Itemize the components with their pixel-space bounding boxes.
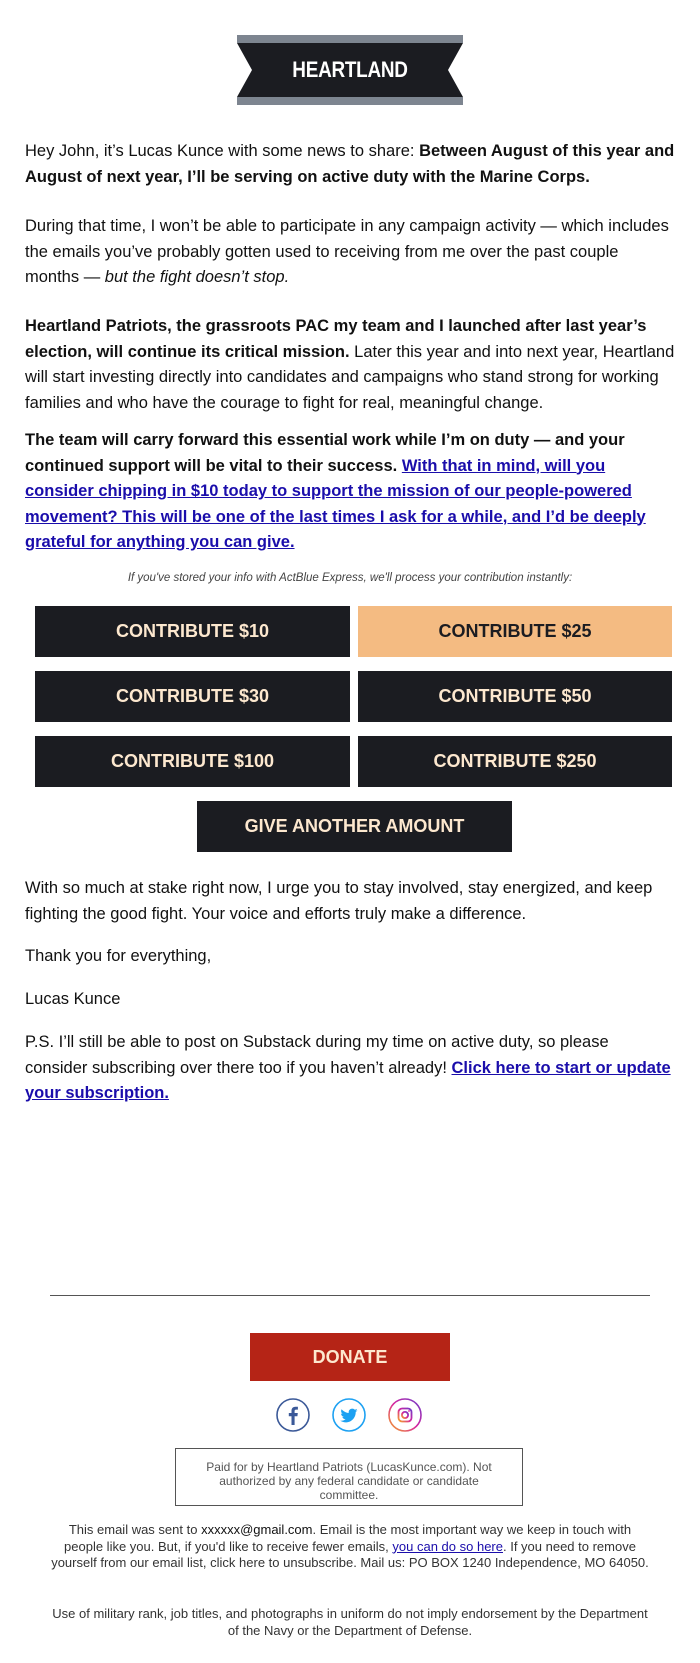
- involved-paragraph: [25, 876, 675, 927]
- paid-for-text: Paid for by Heartland Patriots (LucasKunce.com). Not authorized by any federal candidate or candidate committee.: [206, 1460, 492, 1502]
- contribute-10-button[interactable]: CONTRIBUTE $10: [35, 606, 350, 657]
- intro-bold: Between August of this year and August of next year, I’ll be serving on active duty with the Marine Corps.: [25, 142, 675, 186]
- instagram-icon[interactable]: [388, 1398, 422, 1432]
- duty-text: During that time, I won’t be able to participate in any campaign activity — which includes the emails you’ve probably gotten used to receiving from me over the past couple months —: [25, 217, 669, 286]
- footer-email-notice: [50, 1522, 650, 1572]
- ask-bold: The team will carry forward this essential work while I’m on duty — and your continued support will be vital to their success.: [25, 431, 625, 475]
- facebook-icon[interactable]: [276, 1398, 310, 1432]
- give-another-amount-button[interactable]: GIVE ANOTHER AMOUNT: [197, 801, 512, 852]
- intro-paragraph: [25, 139, 675, 190]
- ps-text: P.S. I’ll still be able to post on Substack during my time on active duty, so please consider subscribing over there too if you haven’t already!: [25, 1033, 609, 1077]
- fewer-emails-link[interactable]: you can do so here: [392, 1538, 503, 1554]
- heartland-patriots-logo: [237, 35, 463, 136]
- contribute-50-button[interactable]: CONTRIBUTE $50: [358, 671, 672, 722]
- logo-text: HEARTLAND PATRIOTS: [292, 57, 408, 136]
- mission-bold: Heartland Patriots, the grassroots PAC my team and I launched after last year’s election, will continue its critical mission.: [25, 317, 647, 361]
- chip-in-link[interactable]: With that in mind, will you consider chipping in $10 today to support the mission of our people-powered movement? This will be one of the last times I ask for a while, and I’d be deeply grateful for anything you can give.: [25, 456, 646, 551]
- footer-divider: [50, 1295, 650, 1296]
- logo-stripe-bottom: [237, 97, 463, 105]
- contribute-30-button[interactable]: CONTRIBUTE $30: [35, 671, 350, 722]
- logo-band: [237, 43, 463, 136]
- involved-text: With so much at stake right now, I urge you to stay involved, stay energized, and keep fighting the good fight. Your voice and efforts truly make a difference.: [25, 879, 653, 923]
- contribute-25-button[interactable]: CONTRIBUTE $25: [358, 606, 672, 657]
- donate-button[interactable]: DONATE: [250, 1333, 450, 1381]
- footer-sent-suffix: . Email is the most important way we keep in touch with people like you. But, if you'd like to receive fewer emails,: [64, 1522, 632, 1554]
- unsubscribe-text[interactable]: . If you need to remove yourself from our email list, click here to unsubscribe. Mail us: PO BOX 1240 Independence, MO 64050.: [51, 1538, 649, 1570]
- ps-paragraph: [25, 1030, 675, 1107]
- closing-line: Thank you for everything,: [25, 947, 212, 965]
- recipient-email: xxxxxx@gmail.com: [201, 1522, 313, 1537]
- paid-for-disclaimer-box: [175, 1448, 523, 1506]
- contribute-100-button[interactable]: CONTRIBUTE $100: [35, 736, 350, 787]
- actblue-note: If you've stored your info with ActBlue Express, we'll process your contribution instantly:: [127, 572, 573, 584]
- twitter-icon[interactable]: [332, 1398, 366, 1432]
- contribute-250-button[interactable]: CONTRIBUTE $250: [358, 736, 672, 787]
- logo-stripe-top: [237, 35, 463, 43]
- signature: Lucas Kunce: [25, 990, 121, 1008]
- duty-paragraph: [25, 214, 675, 291]
- mission-text: Later this year and into next year, Heartland will start investing directly into candidates and campaigns who stand strong for working families and who have the courage to fight for real, meaningful change.: [25, 342, 675, 412]
- ask-paragraph: [25, 428, 675, 556]
- substack-subscribe-link[interactable]: Click here to start or update your subscription.: [25, 1058, 671, 1102]
- duty-italic: but the fight doesn’t stop.: [104, 268, 290, 286]
- military-disclaimer: Use of military rank, job titles, and photographs in uniform do not imply endorsement by the Department of the Navy or the Department of Defense.: [52, 1606, 648, 1638]
- footer-sent-prefix: This email was sent to: [68, 1522, 202, 1537]
- intro-greeting: Hey John, it’s Lucas Kunce with some news to share:: [25, 142, 420, 160]
- mission-paragraph: [25, 314, 675, 416]
